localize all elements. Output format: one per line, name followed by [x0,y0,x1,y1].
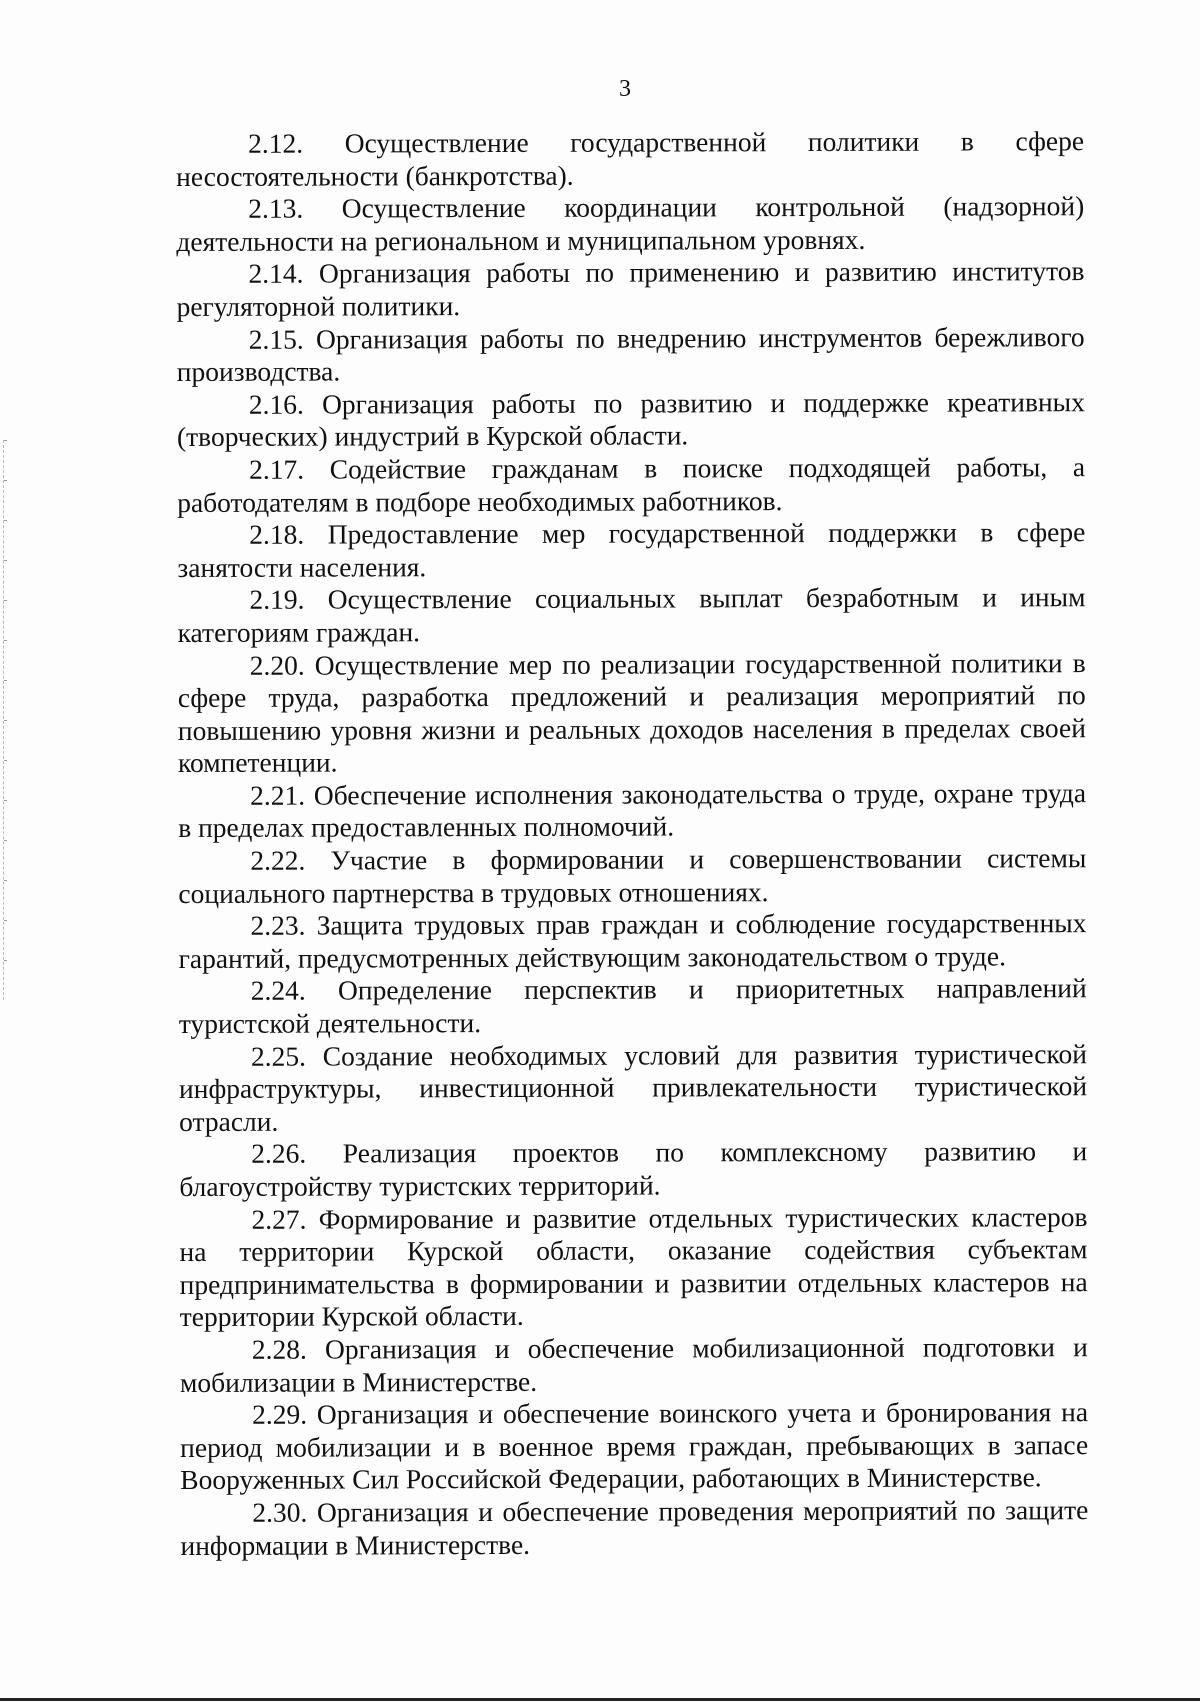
paragraph-2-29: 2.29. Организация и обеспечение воинского учета и бронирования на период мобилизации и в военное время граждан, пребывающих в запасе Вооруженных Сил Российской Федерации, работающих в Министерстве. [180,1396,1089,1496]
document-body [176,125,1089,1562]
paragraph-2-28: 2.28. Организация и обеспечение мобилизационной подготовки и мобилизации в Министерстве. [179,1331,1088,1398]
paragraph-2-14: 2.14. Организация работы по применению и развитию институтов регуляторной политики. [176,255,1085,322]
scan-edge-tick [4,760,7,761]
paragraph-2-15: 2.15. Организация работы по внедрению инструментов бережливого производства. [176,320,1085,388]
scan-edge-tick [4,560,7,561]
scan-edge-tick [4,680,7,681]
page-number: 3 [619,76,631,102]
scan-edge-tick [4,800,7,801]
scan-edge-tick [4,920,7,921]
scan-edge-marks [3,440,5,1000]
scan-edge-tick [4,520,7,521]
paragraph-2-19: 2.19. Осуществление социальных выплат безработным и иным категориям граждан. [177,581,1086,648]
paragraph-2-24: 2.24. Определение перспектив и приоритетных направлений туристской деятельности. [178,972,1087,1040]
paragraph-2-25: 2.25. Создание необходимых условий для развития туристической инфраструктуры, инвестиционной привлекательности туристической отрасли. [178,1037,1088,1137]
scan-edge-tick [4,840,7,841]
paragraph-2-12: 2.12. Осуществление государственной политики в сфере несостоятельности (банкротства). [176,125,1085,192]
paragraph-2-20: 2.20. Осуществление мер по реализации государственной политики в сфере труда, разработка предложений и реализация мероприятий по повышению уровня жизни и реальных доходов населения в пределах своей компетенции. [177,646,1086,779]
scan-edge-tick [4,640,7,641]
scan-edge-tick [4,480,7,481]
paragraph-2-27: 2.27. Формирование и развитие отдельных туристических кластеров на территории Курской области, оказание содействия субъектам предпринимательства в формировании и развитии отдельных кластеров на территории Курской области. [179,1200,1088,1333]
scan-edge-tick [4,880,7,881]
paragraph-2-26: 2.26. Реализация проектов по комплексному развитию и благоустройству туристских территорий. [179,1135,1088,1202]
paragraph-2-16: 2.16. Организация работы по развитию и поддержке креативных (творческих) индустрий в Курской области. [176,385,1085,453]
scan-bottom-edge [0,1698,1200,1701]
scan-edge-tick [4,440,7,441]
paragraph-2-30: 2.30. Организация и обеспечение проведения мероприятий по защите информации в Министерстве. [180,1494,1089,1561]
paragraph-2-22: 2.22. Участие в формировании и совершенствовании системы социального партнерства в трудовых отношениях. [178,842,1087,909]
paragraph-2-23: 2.23. Защита трудовых прав граждан и соблюдение государственных гарантий, предусмотренных действующим законодательством о труде. [178,907,1087,974]
paragraph-2-21: 2.21. Обеспечение исполнения законодательства о труде, охране труда в пределах предоставленных полномочий. [178,777,1087,844]
paragraph-2-13: 2.13. Осуществление координации контрольной (надзорной) деятельности на региональном и муниципальном уровнях. [176,190,1085,257]
paragraph-2-17: 2.17. Содействие гражданам в поиске подходящей работы, а работодателям в подборе необходимых работников. [177,451,1086,518]
scan-edge-tick [4,720,7,721]
scan-edge-tick [4,600,7,601]
scan-edge-tick [4,960,7,961]
paragraph-2-18: 2.18. Предоставление мер государственной поддержки в сфере занятости населения. [177,516,1086,583]
